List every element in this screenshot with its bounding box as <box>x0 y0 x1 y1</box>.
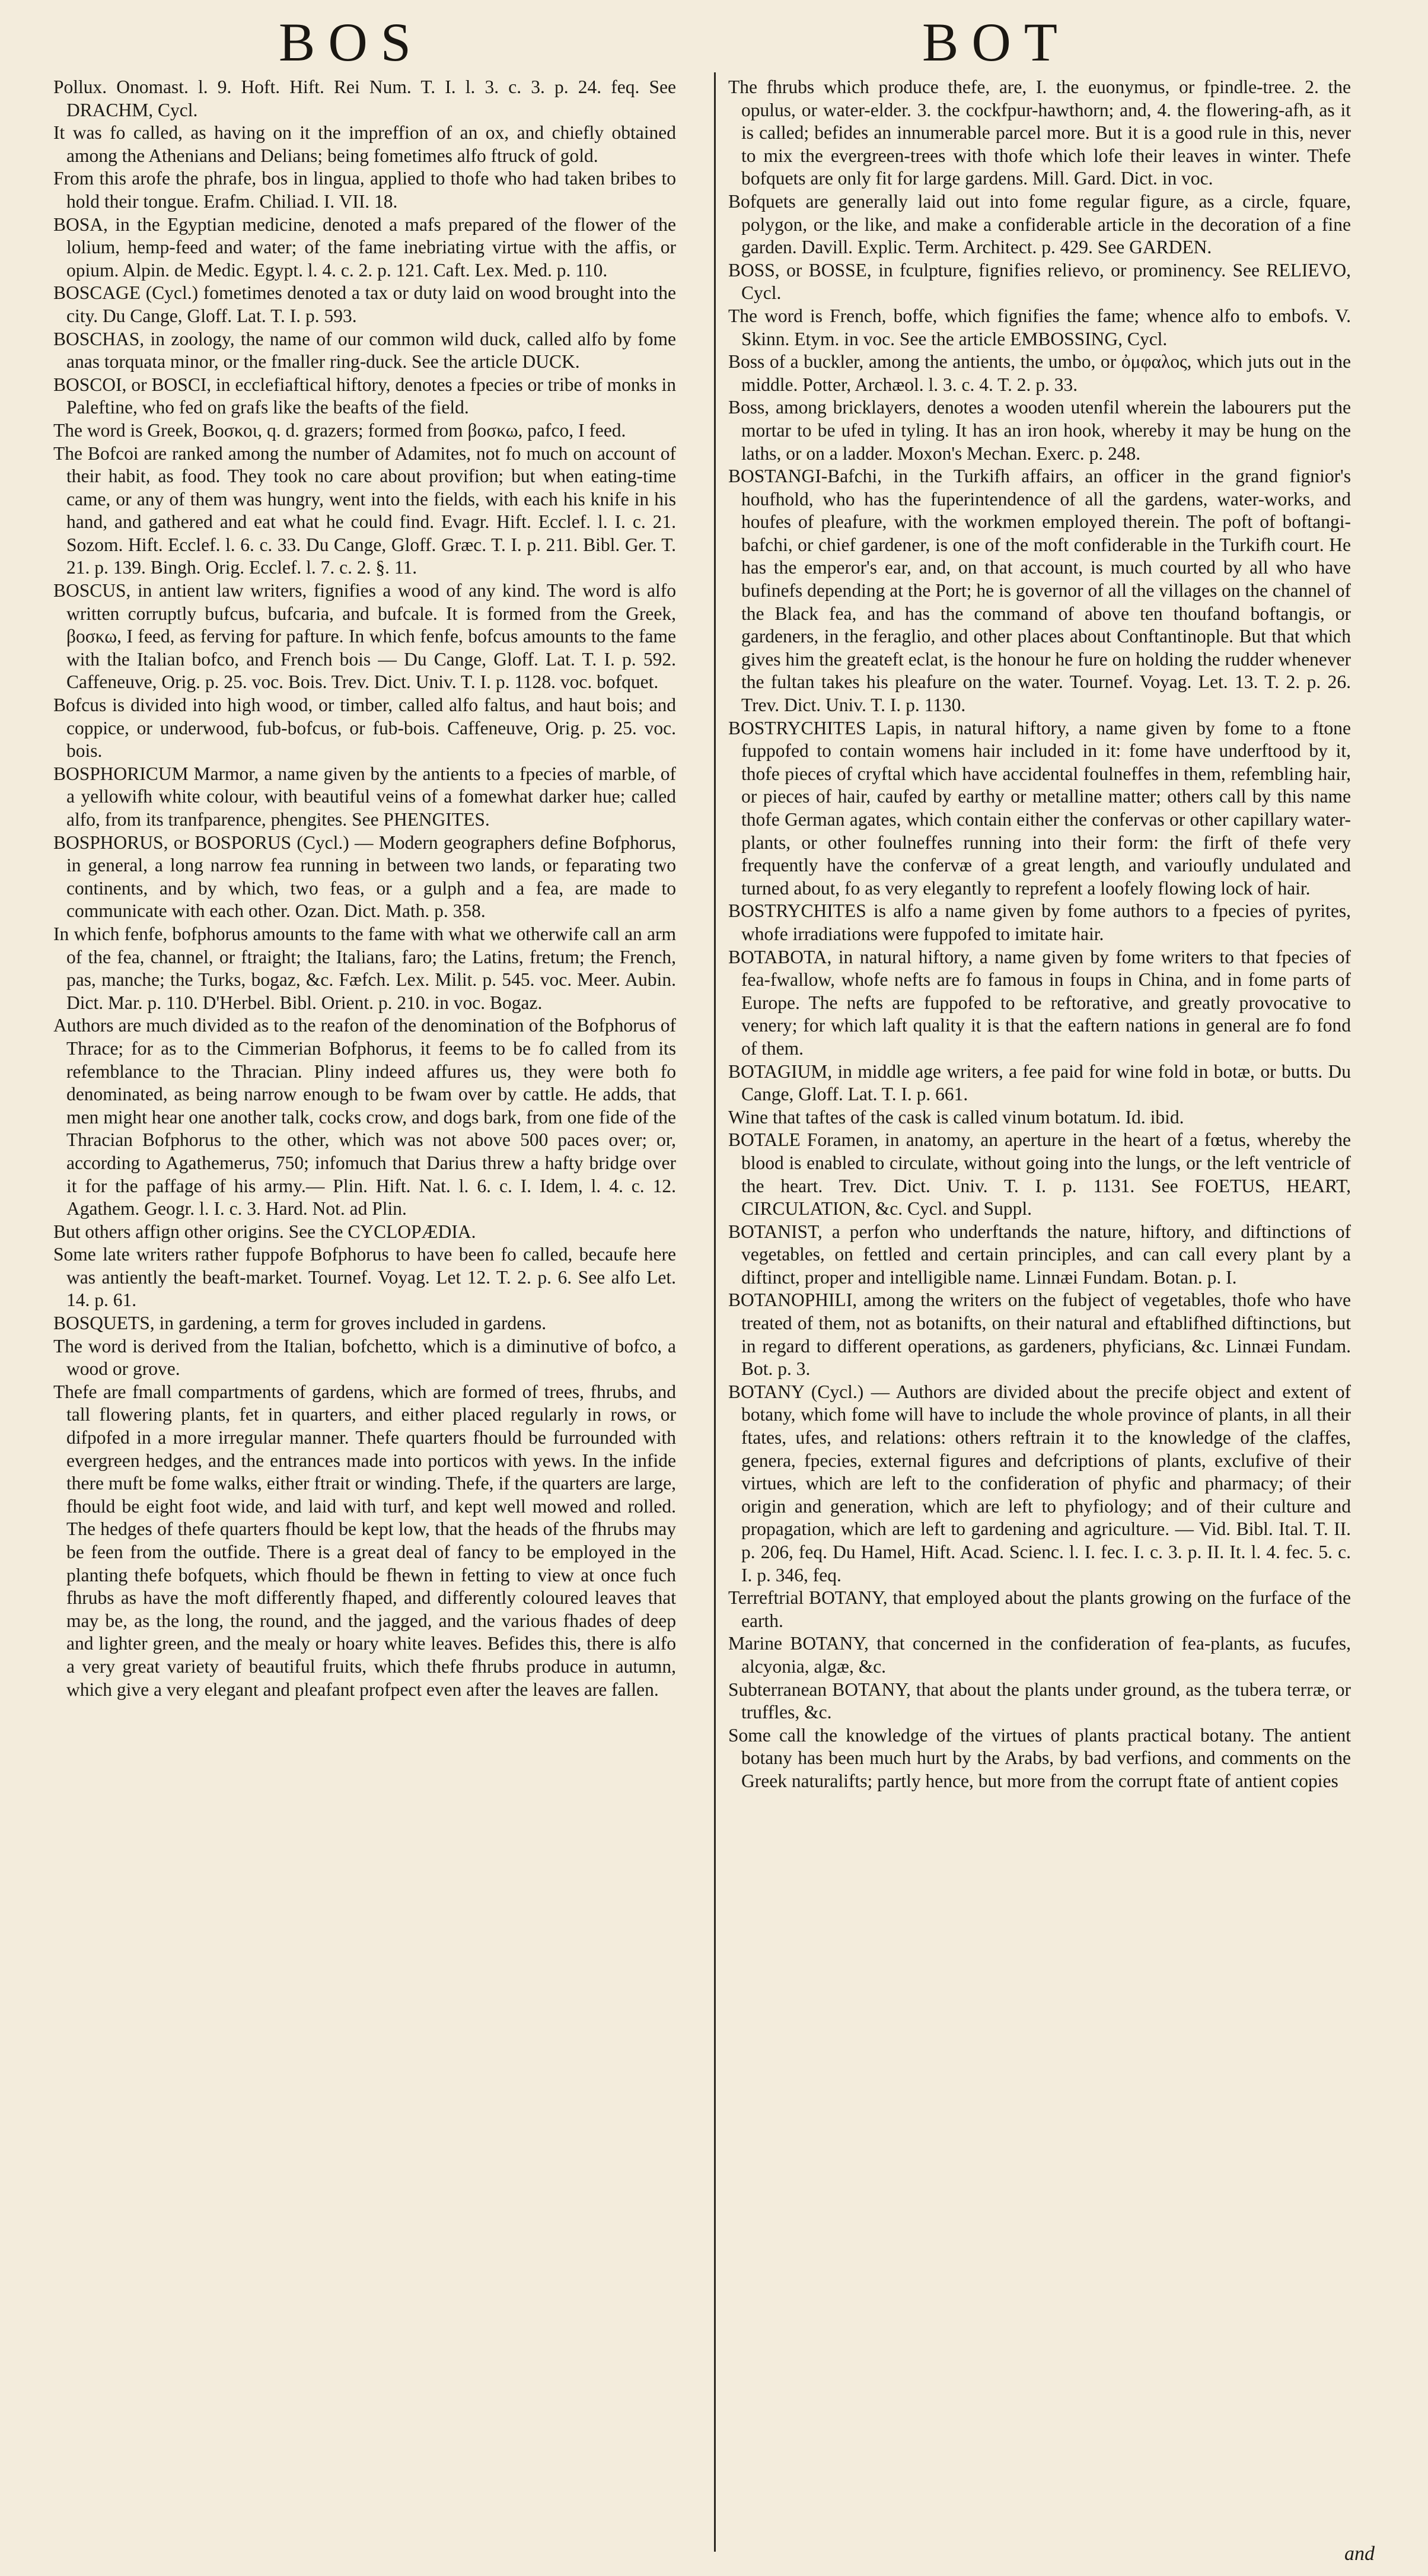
entry-paragraph: BOTANY (Cycl.) — Authors are divided about the precife object and extent of botany, which fome will have to include the whole province of plants, in all their ftates, ufes, and relations: others reftrain it to the knowledge of the claffes, genera, fpecies, external figures and defcriptions of plants, exclufive of their virtues, which are left to the confideration of phyfic and pharmacy; of their origin and generation, which are left to phyfiology; and of their culture and propagation, which are left to gardening and agriculture. — Vid. Bibl. Ital. T. II. p. 206, feq. Du Hamel, Hift. Acad. Scienc. l. I. fec. I. c. 3. p. II. It. l. 4. fec. 5. c. I. p. 346, feq. <box>728 1381 1351 1585</box>
entry-paragraph: It was fo called, as having on it the impreffion of an ox, and chiefly obtained among the Athenians and Delians; being fometimes alfo ftruck of gold. <box>53 122 676 166</box>
entry-paragraph: BOSTANGI-Bafchi, in the Turkifh affairs, an officer in the grand fignior's houfhold, who has the fuperintendence of all the gardens, water-works, and houfes of pleafure, with the workmen employed therein. The poft of boftangi-bafchi, or chief gardener, is one of the moft confiderable in the Turkifh court. He has the emperor's ear, and, on that account, is much courted by all who have bufinefs depending at the Port; he is governor of all the villages on the channel of the Black fea, and has the command of above ten thoufand boftangis, or gardeners, in the feraglio, and other places about Conftantinople. But that which gives him the greateft eclat, is the honour he fure on holding the rudder whenever the fultan takes his pleafure on the water. Tournef. Voyag. Let. 13. T. 2. p. 26. Trev. Dict. Univ. T. I. p. 1130. <box>728 466 1351 716</box>
entry-paragraph: Thefe are fmall compartments of gardens, which are formed of trees, fhrubs, and tall flowering plants, fet in quarters, and either placed regularly in rows, or difpofed in a more irregular manner. Thefe quarters fhould be furrounded with evergreen hedges, and the entrances made into porticos with yews. In the infide there muft be fome walks, either ftrait or winding. Thefe, if the quarters are large, fhould be eight foot wide, and laid with turf, and kept well mowed and rolled. The hedges of thefe quarters fhould be kept low, that the heads of the fhrubs may be feen from the outfide. There is a great deal of fancy to be employed in the planting thefe bofquets, which fhould be fhewn in fetting to view at once fuch fhrubs as have the moft differently fhaped, and differently coloured leaves that may be, as the long, the round, and the jagged, and the various fhades of deep and lighter green, and the mealy or hoary white leaves. Befides this, there is alfo a very great variety of beautiful fruits, which thefe fhrubs produce in autumn, which give a very elegant and pleafant profpect even after the leaves are fallen. <box>53 1381 676 1700</box>
entry-paragraph: BOSPHORICUM Marmor, a name given by the antients to a fpecies of marble, of a yellowifh white colour, with beautiful veins of a fomewhat darker hue; called alfo, from its tranfparence, phengites. See PHENGITES. <box>53 763 676 830</box>
entry-paragraph: Marine BOTANY, that concerned in the confideration of fea-plants, as fucufes, alcyonia, algæ, &c. <box>728 1633 1351 1677</box>
catchword: and <box>1344 2543 1375 2565</box>
right-column <box>728 76 1351 2567</box>
entry-paragraph: BOSCAGE (Cycl.) fometimes denoted a tax or duty laid on wood brought into the city. Du Cange, Gloff. Lat. T. I. p. 593. <box>53 282 676 326</box>
entry-paragraph: The word is French, boffe, which fignifies the fame; whence alfo to embofs. V. Skinn. Etym. in voc. See the article EMBOSSING, Cycl. <box>728 305 1351 349</box>
entry-paragraph: BOSCUS, in antient law writers, fignifies a wood of any kind. The word is alfo written corruptly bufcus, bufcaria, and bufcale. It is formed from the Greek, βοσκω, I feed, as ferving for pafture. In which fenfe, bofcus amounts to the fame with the Italian bofco, and French bois — Du Cange, Gloff. Lat. T. I. p. 592. Caffeneuve, Orig. p. 25. voc. Bois. Trev. Dict. Univ. T. I. p. 1128. voc. bofquet. <box>53 580 676 693</box>
column-divider <box>714 72 716 2552</box>
entry-paragraph: Boss of a buckler, among the antients, the umbo, or ὀμφαλος, which juts out in the middle. Potter, Archæol. l. 3. c. 4. T. 2. p. 33. <box>728 351 1351 395</box>
left-column <box>53 76 676 2567</box>
entry-paragraph: The word is derived from the Italian, bofchetto, which is a diminutive of bofco, a wood or grove. <box>53 1335 676 1380</box>
entry-paragraph: Authors are much divided as to the reafon of the denomination of the Bofphorus of Thrace; for as to the Cimmerian Bofphorus, it feems to be fo called from its refemblance to the Thracian. Pliny indeed affures us, they were both fo denominated, as being narrow enough to be fwam over by cattle. He adds, that men might hear one another talk, cocks crow, and dogs bark, from one fide of the Thracian Bofphorus to the other, which was not above 500 paces over; or, according to Agathemerus, 750; infomuch that Darius threw a hafty bridge over it for the paffage of his army.— Plin. Hift. Nat. l. 6. c. I. Idem, l. 4. c. 12. Agathem. Geogr. l. I. c. 3. Hard. Not. ad Plin. <box>53 1015 676 1219</box>
entry-paragraph: From this arofe the phrafe, bos in lingua, applied to thofe who had taken bribes to hold their tongue. Erafm. Chiliad. I. VII. 18. <box>53 168 676 212</box>
entry-paragraph: Subterranean BOTANY, that about the plants under ground, as the tubera terræ, or truffles, &c. <box>728 1679 1351 1723</box>
entry-paragraph: BOSCHAS, in zoology, the name of our common wild duck, called alfo by fome anas torquata minor, or the fmaller ring-duck. See the article DUCK. <box>53 328 676 372</box>
entry-paragraph: BOTANOPHILI, among the writers on the fubject of vegetables, thofe who have treated of them, not as botanifts, on their natural and eftablifhed diftinctions, but in regard to different operations, as gardeners, phyficians, &c. Linnæi Fundam. Bot. p. 3. <box>728 1289 1351 1380</box>
entry-paragraph: The Bofcoi are ranked among the number of Adamites, not fo much on account of their habit, as food. They took no care about provifion; but when eating-time came, or any of them was hungry, went into the fields, with each his knife in his hand, and gathered and eat what he could find. Evagr. Hift. Ecclef. l. I. c. 21. Sozom. Hift. Ecclef. l. 6. c. 33. Du Cange, Gloff. Græc. T. I. p. 211. Bibl. Ger. T. 21. p. 139. Bingh. Orig. Ecclef. l. 7. c. 2. §. 11. <box>53 442 676 578</box>
entry-paragraph: Wine that taftes of the cask is called vinum botatum. Id. ibid. <box>728 1106 1184 1128</box>
entry-paragraph: Some late writers rather fuppofe Bofphorus to have been fo called, becaufe here was antiently the beaft-market. Tournef. Voyag. Let 12. T. 2. p. 6. See alfo Let. 14. p. 61. <box>53 1244 676 1311</box>
entry-paragraph: BOTABOTA, in natural hiftory, a name given by fome writers to that fpecies of fea-fwallow, whofe nefts are fo famous in foups in China, and in fome parts of Europe. The nefts are fuppofed to be reftorative, and greatly provocative to venery; for which laft quality it is that the eaftern nations in general are fo fond of them. <box>728 946 1351 1059</box>
entry-paragraph: BOSPHORUS, or BOSPORUS (Cycl.) — Modern geographers define Bofphorus, in general, a long narrow fea running in between two lands, or feparating two continents, and by which, two feas, or a gulph and a fea, are made to communicate with each other. Ozan. Dict. Math. p. 358. <box>53 832 676 922</box>
running-head-left: BOS <box>279 12 424 72</box>
entry-paragraph: Terreftrial BOTANY, that employed about the plants growing on the furface of the earth. <box>728 1587 1351 1631</box>
entry-paragraph: Bofcus is divided into high wood, or timber, called alfo faltus, and haut bois; and coppice, or underwood, fub-bofcus, or fub-bois. Caffeneuve, Orig. p. 25. voc. bois. <box>53 695 676 762</box>
entry-paragraph: BOTANIST, a perfon who underftands the nature, hiftory, and diftinctions of vegetables, on fettled and certain principles, and can call every plant by a diftinct, proper and intelligible name. Linnæi Fundam. Botan. p. I. <box>728 1221 1351 1288</box>
entry-paragraph: BOSTRYCHITES Lapis, in natural hiftory, a name given by fome to a ftone fuppofed to contain womens hair included in it: fome have underftood by it, thofe pieces of cryftal which have accidental foulneffes in them, refembling hair, or pieces of hair, caufed by earthy or metalline matter; others call by this name thofe German agates, which contain either the confervas or other capillary water-plants, or other foulneffes running into their form: the firft of thefe very frequently have the confervæ of a great length, and varioufly undulated and turned about, fo as very elegantly to reprefent a loofely flowing lock of hair. <box>728 717 1351 899</box>
entry-paragraph: Some call the knowledge of the virtues of plants practical botany. The antient botany has been much hurt by the Arabs, by bad verfions, and comments on the Greek naturalifts; partly hence, but more from the corrupt ftate of antient copies <box>728 1724 1351 1791</box>
entry-paragraph: BOSCOI, or BOSCI, in ecclefiaftical hiftory, denotes a fpecies or tribe of monks in Paleftine, who fed on grafs like the beafts of the field. <box>53 374 676 418</box>
entry-paragraph: In which fenfe, bofphorus amounts to the fame with what we otherwife call an arm of the fea, channel, or ftraight; the Italians, faro; the Latins, fretum; the French, pas, manche; the Turks, bogaz, &c. Fæfch. Lex. Milit. p. 545. voc. Meer. Aubin. Dict. Mar. p. 110. D'Herbel. Bibl. Orient. p. 210. in voc. Bogaz. <box>53 923 676 1013</box>
running-head-right: BOT <box>922 12 1070 72</box>
entry-paragraph: Boss, among bricklayers, denotes a wooden utenfil wherein the labourers put the mortar to be ufed in tyling. It has an iron hook, whereby it may be hung on the laths, or on a ladder. Moxon's Mechan. Exerc. p. 248. <box>728 397 1351 464</box>
entry-paragraph: BOTALE Foramen, in anatomy, an aperture in the heart of a fœtus, whereby the blood is enabled to circulate, without going into the lungs, or the left ventricle of the heart. Trev. Dict. Univ. T. I. p. 1131. See FOETUS, HEART, CIRCULATION, &c. Cycl. and Suppl. <box>728 1129 1351 1219</box>
entry-paragraph: BOSS, or BOSSE, in fculpture, fignifies relievo, or prominency. See RELIEVO, Cycl. <box>728 259 1351 304</box>
entry-paragraph: The fhrubs which produce thefe, are, I. the euonymus, or fpindle-tree. 2. the opulus, or water-elder. 3. the cockfpur-hawthorn; and, 4. the flowering-afh, as it is called; befides an innumerable parcel more. But it is a good rule in this, never to mix the evergreen-trees with thofe which lofe their leaves in winter. Thefe bofquets are only fit for large gardens. Mill. Gard. Dict. in voc. <box>728 77 1351 189</box>
entry-paragraph: BOTAGIUM, in middle age writers, a fee paid for wine fold in botæ, or butts. Du Cange, Gloff. Lat. T. I. p. 661. <box>728 1061 1351 1105</box>
entry-paragraph: BOSA, in the Egyptian medicine, denoted a mafs prepared of the flower of the lolium, hemp-feed and water; of the fame inebriating virtue with the affis, or opium. Alpin. de Medic. Egypt. l. 4. c. 2. p. 121. Caft. Lex. Med. p. 110. <box>53 214 676 281</box>
entry-paragraph: BOSQUETS, in gardening, a term for groves included in gardens. <box>53 1313 547 1334</box>
entry-paragraph: BOSTRYCHITES is alfo a name given by fome authors to a fpecies of pyrites, whofe irradiations were fuppofed to imitate hair. <box>728 900 1351 944</box>
entry-paragraph: Bofquets are generally laid out into fome regular figure, as a circle, fquare, polygon, or the like, and make a confiderable article in the decoration of a fine garden. Davill. Explic. Term. Architect. p. 429. See GARDEN. <box>728 190 1351 258</box>
entry-paragraph: The word is Greek, Βοσκοι, q. d. grazers; formed from βοσκω, pafco, I feed. <box>53 419 626 441</box>
entry-paragraph: But others affign other origins. See the CYCLOPÆDIA. <box>53 1221 476 1242</box>
entry-paragraph: Pollux. Onomast. l. 9. Hoft. Hift. Rei Num. T. I. l. 3. c. 3. p. 24. feq. See DRACHM, Cycl. <box>53 77 676 120</box>
